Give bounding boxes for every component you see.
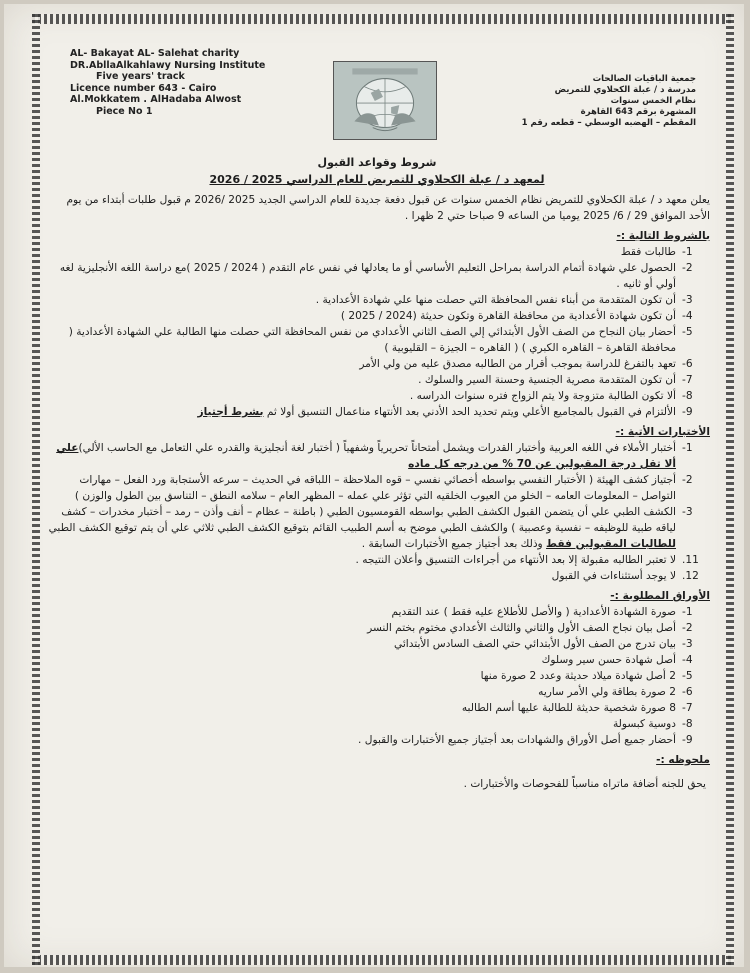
letterhead-line: Five years' track — [96, 71, 185, 82]
list-item: .11 لا تعتبر الطالبه مقبولة إلا بعد الأنتهاء من أجراءات التنسيق وأعلان النتيجه . — [355, 554, 699, 566]
list-item: -5 أحضار بيان النجاح من الصف الأول الأبتدائي إلي الصف الثاني الأعدادي من نفس المحافظة التي حصلت منها الطالبة علي الشهادة الأعدادية ( محافظة القاهرة – القاهره الكبري ) ( القاهره – الجيزة – القليوبية ) — [68, 326, 693, 354]
list-item: -8 ألا تكون الطالبة متزوجة ولا يتم الزواج فتره سنوات الدراسه . — [409, 390, 693, 402]
list-item: -2 أجتياز كشف الهيئة ( الأختبار النفسي بواسطه أخصائي نفسي – قوه الملاحظة – اللباقه في الحديث – سرعه الأستجابة ورد الفعل – مهارات التواصل – المعلومات العامه – الخلو من العيوب الخلقيه التي تؤثر علي عمله – المظهر العام – سلامه النطق – التناسق بين الطول والوزن ) — [74, 474, 693, 502]
tests-heading: الأختبارات الأتية :- — [615, 426, 710, 438]
list-item: -7 أن تكون المتقدمة مصرية الجنسية وحسنة السير والسلوك . — [418, 374, 693, 386]
conditions-heading: بالشروط التالية :- — [616, 230, 710, 242]
note-text: يحق للجنه أضافة ماتراه مناسباً للفحوصات والأختبارات . — [463, 778, 706, 790]
list-item: -2 أصل بيان نجاح الصف الأول والثاني والثالث الأعدادي مختوم بختم النسر — [367, 622, 693, 634]
document-body — [44, 154, 710, 792]
decorative-border-right — [726, 14, 734, 965]
globe-hands-logo-icon — [333, 61, 437, 140]
list-item: -1 أختبار الأملاء في اللغه العربية وأختبار القدرات ويشمل أمتحاناً تحريرياً وشفهياً ( أختبار لغة أنجليزية والقدره علي التعامل مع الحاسب الألي)علي ألا تقل درجة المقبولين عن 70 % من درجه كل ماده — [56, 442, 693, 470]
decorative-border-bottom — [32, 955, 734, 965]
list-item: -9 الألتزام في القبول بالمجاميع الأعلي ويتم تحديد الحد الأدني بعد الأنتهاء مناعمال التنسيق أولا ثم بشرط أجتياز — [197, 406, 693, 418]
letterhead-line: نظام الخمس سنوات — [610, 96, 696, 106]
letterhead-line: Al.Mokkatem . AlHadaba Alwost — [70, 94, 242, 105]
intro-paragraph: يعلن معهد د / عبلة الكحلاوي للتمريض نظام الخمس سنوات عن قبول دفعة جديدة للعام الدراسي الجديد 2025 /2026 م قبول طلبات أبتداء من يوم الأحد الموافق 29 / 6/ 2025 يوميا من الساعه 9 صباحا حتي 2 ظهرا . — [66, 194, 710, 222]
letterhead-line: المشهرة برقم 643 القاهرة — [580, 107, 696, 117]
list-item: -1 طالبات فقط — [620, 246, 693, 258]
papers-list — [44, 604, 710, 748]
letterhead-line: DR.AbllaAlkahlawy Nursing Institute — [70, 59, 266, 71]
tests-list — [44, 440, 710, 584]
list-item: -5 2 أصل شهادة ميلاد حديثة وعدد 2 صورة منها — [480, 670, 693, 682]
document-subtitle: لمعهد د / عبلة الكحلاوي للتمريض للعام الدراسي 2025 / 2026 — [209, 173, 545, 186]
arabic-letterhead — [496, 74, 696, 129]
list-item: -2 الحصول علي شهادة أتمام الدراسة بمراحل التعليم الأساسي أو ما يعادلها في نفس عام التقدم ( 2024 / 2025 )مع دراسة اللغه الأنجليزية لغه أولي أو ثانيه . — [59, 262, 693, 290]
letterhead-line: AL- Bakayat AL- Salehat charity — [70, 48, 240, 59]
list-item: -3 بيان تدرج من الصف الأول الأبتدائي حتي الصف السادس الأبتدائي — [393, 638, 693, 650]
letterhead-line: Licence number 643 - Cairo — [70, 82, 217, 94]
note-heading: ملحوظه :- — [656, 754, 710, 766]
list-item: -4 أن تكون شهادة الأعدادية من محافظة القاهرة وتكون حديثة (2024 / 2025 ) — [340, 310, 693, 322]
list-item: -7 8 صورة شخصية حديثة للطالبة عليها أسم الطالبه — [461, 702, 693, 714]
list-item: -8 دوسية كبسولة — [612, 718, 693, 730]
list-item: -3 الكشف الطبي علي أن يتضمن القبول الكشف الطبي بواسطه القومسيون الطبي ( باطنة – عظام – أنف وأذن – رمد – أختبار مخدرات – كشف لياقه طبية للوظيفه – نفسية وعصبية ) والكشف الطبي موضح به أسم الطبيب القائم بتوقيع الكشف الطبي ثلاثي علي أن يتم توقيع الكشف الطبي للطالبات المقبولين فقط وذلك بعد أجتياز جميع الأختبارات السابقة . — [48, 506, 693, 550]
list-item: -4 أصل شهادة حسن سير وسلوك — [541, 654, 693, 666]
document-page — [4, 4, 744, 967]
list-item: -6 تعهد بالتفرغ للدراسة بموجب أقرار من الطالبه مصدق عليه من ولي الأمر — [359, 358, 693, 370]
list-item: -3 أن تكون المتقدمة من أبناء نفس المحافظة التي حصلت منها علي شهادة الأعدادية . — [315, 294, 693, 306]
decorative-border-top — [32, 14, 734, 24]
list-item: -1 صورة الشهادة الأعدادية ( والأصل للأطلاع عليه فقط ) عند التقديم — [391, 606, 693, 618]
letterhead-line: مدرسة د / عبلة الكحلاوي للتمريض — [554, 85, 696, 95]
papers-heading: الأوراق المطلوبة :- — [610, 590, 710, 602]
conditions-list — [44, 244, 710, 420]
list-item: -9 أحضار جميع أصل الأوراق والشهادات بعد أجتياز جميع الأختبارات والقبول . — [358, 734, 693, 746]
letterhead-line: جمعية الباقيات الصالحات — [592, 74, 696, 84]
decorative-border-left — [32, 14, 40, 965]
document-title: شروط وقواعد القبول — [317, 156, 437, 169]
english-letterhead — [70, 48, 270, 117]
letterhead-line: المقطم – الهضبه الوسطي – قطعه رقم 1 — [521, 118, 696, 128]
list-item: .12 لا يوجد أستثناءات في القبول — [551, 570, 699, 582]
letterhead-line: Piece No 1 — [96, 105, 153, 117]
list-item: -6 2 صورة بطاقة ولي الأمر ساريه — [538, 686, 693, 698]
